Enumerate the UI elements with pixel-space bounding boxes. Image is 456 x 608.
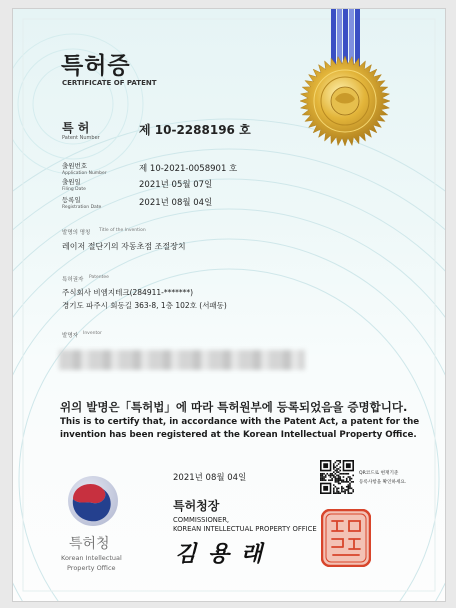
invention-title-label-en: Title of the Invention [99, 228, 146, 233]
certification-statement-ko: 위의 발명은「특허법」에 따라 특허원부에 등록되었음을 증명합니다. [60, 400, 408, 414]
kipo-name-en-line2: Property Office [67, 564, 116, 572]
filing-date-label-en: Filing Date [62, 187, 86, 192]
commissioner-title-en-line1: COMMISSIONER, [173, 516, 230, 524]
application-number-label-en: Application Number [62, 171, 107, 176]
qr-caption-line2: 등록사항을 확인하세요. [359, 480, 407, 485]
invention-title-value: 레이저 절단기의 자동초점 조절장치 [62, 242, 186, 251]
qr-caption-line1: QR코드로 현재기준 [359, 471, 399, 476]
registration-date-label: 등록일 [62, 196, 81, 204]
redacted-inventor-names [59, 350, 305, 370]
kipo-name-en-line1: Korean Intellectual [61, 554, 122, 562]
commissioner-title-en-line2: KOREAN INTELLECTUAL PROPERTY OFFICE [173, 525, 317, 533]
certificate-subtitle: CERTIFICATE OF PATENT [62, 79, 157, 87]
certificate-title: 특허증 [61, 53, 131, 79]
patent-certificate [12, 8, 446, 602]
filing-date-label: 출원일 [62, 178, 81, 186]
commissioner-title-ko: 특허청장 [173, 499, 220, 513]
inventor-label-en: Inventor [83, 331, 102, 336]
application-number-label: 출원번호 [62, 162, 88, 170]
inventor-label: 발명자 [62, 333, 78, 339]
kipo-name-ko: 특허청 [69, 536, 110, 552]
registration-date-value: 2021년 08월 04일 [139, 198, 213, 208]
application-number-value: 제 10-2021-0058901 호 [139, 164, 238, 174]
patent-number-label-en: Patent Number [62, 135, 100, 141]
patentee-name: 주식회사 비엠지테크(284911-*******) [62, 288, 194, 297]
filing-date-value: 2021년 05월 07일 [139, 180, 213, 190]
patentee-label-en: Patentee [89, 275, 109, 280]
patent-number-value: 제 10-2288196 호 [139, 123, 251, 137]
kipo-logo-icon [67, 475, 119, 527]
patent-number-label: 특 허 [62, 121, 90, 135]
invention-title-label: 발명의 명칭 [62, 230, 91, 236]
official-seal-stamp [321, 509, 371, 567]
patentee-label: 특허권자 [62, 277, 84, 283]
registration-date-label-en: Registration Date [62, 205, 102, 210]
issue-date: 2021년 08월 04일 [173, 473, 247, 483]
certification-statement-en-2: invention has been registered at the Korean Intellectual Property Office. [60, 430, 417, 440]
commissioner-signature: 김 용 래 [175, 542, 265, 567]
gold-seal [299, 55, 391, 147]
qr-code[interactable] [320, 460, 354, 494]
certification-statement-en-1: This is to certify that, in accordance with the Patent Act, a patent for the [60, 417, 420, 427]
patentee-address: 경기도 파주시 회동길 363-8, 1층 102호 (서패동) [62, 301, 227, 310]
